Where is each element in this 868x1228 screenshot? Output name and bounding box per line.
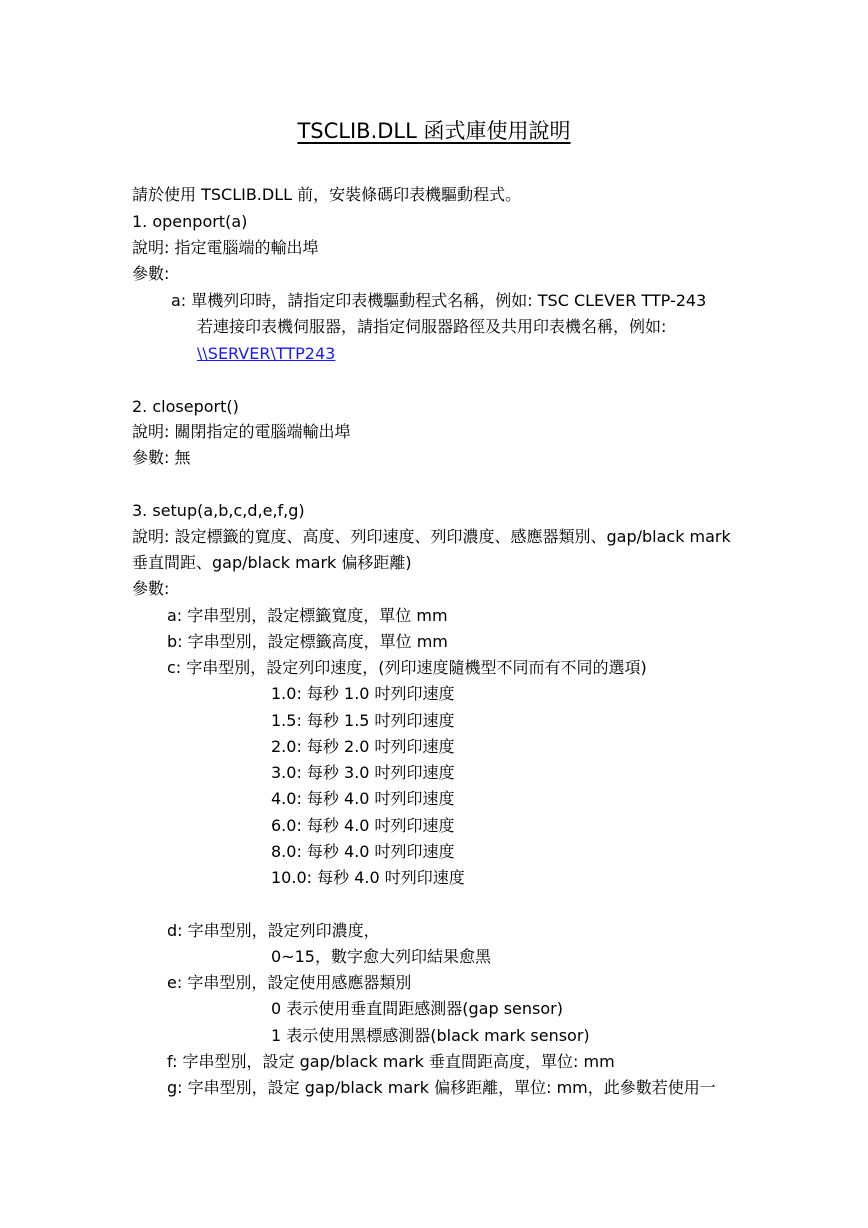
speed-option: 2.0: 每秒 2.0 吋列印速度	[271, 737, 455, 756]
speed-option: 1.5: 每秒 1.5 吋列印速度	[271, 711, 455, 730]
section-3-param-e: e: 字串型別，設定使用感應器類別	[167, 973, 412, 992]
section-1-params: 參數:	[132, 264, 170, 283]
speed-option: 6.0: 每秒 4.0 吋列印速度	[271, 816, 455, 835]
speed-option: 8.0: 每秒 4.0 吋列印速度	[271, 842, 455, 861]
section-3-param-d-detail: 0~15，數字愈大列印結果愈黑	[271, 947, 491, 966]
section-1-param-a: a: 單機列印時，請指定印表機驅動程式名稱，例如: TSC CLEVER TTP-243	[171, 291, 707, 310]
section-3-param-c: c: 字串型別，設定列印速度，(列印速度隨機型不同而有不同的選項)	[167, 658, 647, 677]
section-3-desc-cont: 垂直間距、gap/black mark 偏移距離)	[132, 553, 412, 572]
section-3-heading: 3. setup(a,b,c,d,e,f,g)	[132, 501, 305, 520]
speed-option: 10.0: 每秒 4.0 吋列印速度	[271, 868, 465, 887]
section-3-param-g: g: 字串型別，設定 gap/black mark 偏移距離，單位: mm，此參數若使用一	[167, 1078, 716, 1097]
intro-text: 請於使用 TSCLIB.DLL 前，安裝條碼印表機驅動程式。	[132, 185, 522, 204]
section-3-param-e-option-0: 0 表示使用垂直間距感測器(gap sensor)	[271, 999, 563, 1018]
section-3-param-d: d: 字串型別，設定列印濃度，	[167, 921, 380, 940]
speed-option: 3.0: 每秒 3.0 吋列印速度	[271, 763, 455, 782]
section-3-param-e-option-1: 1 表示使用黑標感測器(black mark sensor)	[271, 1026, 590, 1045]
section-2-params: 參數: 無	[132, 448, 191, 467]
section-3-desc: 說明: 設定標籤的寬度、高度、列印速度、列印濃度、感應器類別、gap/black mark	[132, 527, 731, 546]
speed-option: 4.0: 每秒 4.0 吋列印速度	[271, 789, 455, 808]
section-1-param-a-cont: 若連接印表機伺服器，請指定伺服器路徑及共用印表機名稱，例如:	[197, 317, 667, 336]
section-1-heading: 1. openport(a)	[132, 212, 248, 231]
page-title: TSCLIB.DLL 函式庫使用說明	[297, 119, 571, 143]
section-2-heading: 2. closeport()	[132, 397, 239, 416]
speed-option: 1.0: 每秒 1.0 吋列印速度	[271, 684, 455, 703]
section-3-param-f: f: 字串型別，設定 gap/black mark 垂直間距高度，單位: mm	[167, 1052, 615, 1071]
server-path-link[interactable]: \\SERVER\TTP243	[197, 344, 336, 363]
section-3-param-b: b: 字串型別，設定標籤高度，單位 mm	[167, 632, 448, 651]
section-1-desc: 說明: 指定電腦端的輸出埠	[132, 238, 319, 257]
section-2-desc: 說明: 關閉指定的電腦端輸出埠	[132, 422, 351, 441]
section-3-param-a: a: 字串型別，設定標籤寬度，單位 mm	[167, 606, 448, 625]
section-3-params: 參數:	[132, 579, 170, 598]
